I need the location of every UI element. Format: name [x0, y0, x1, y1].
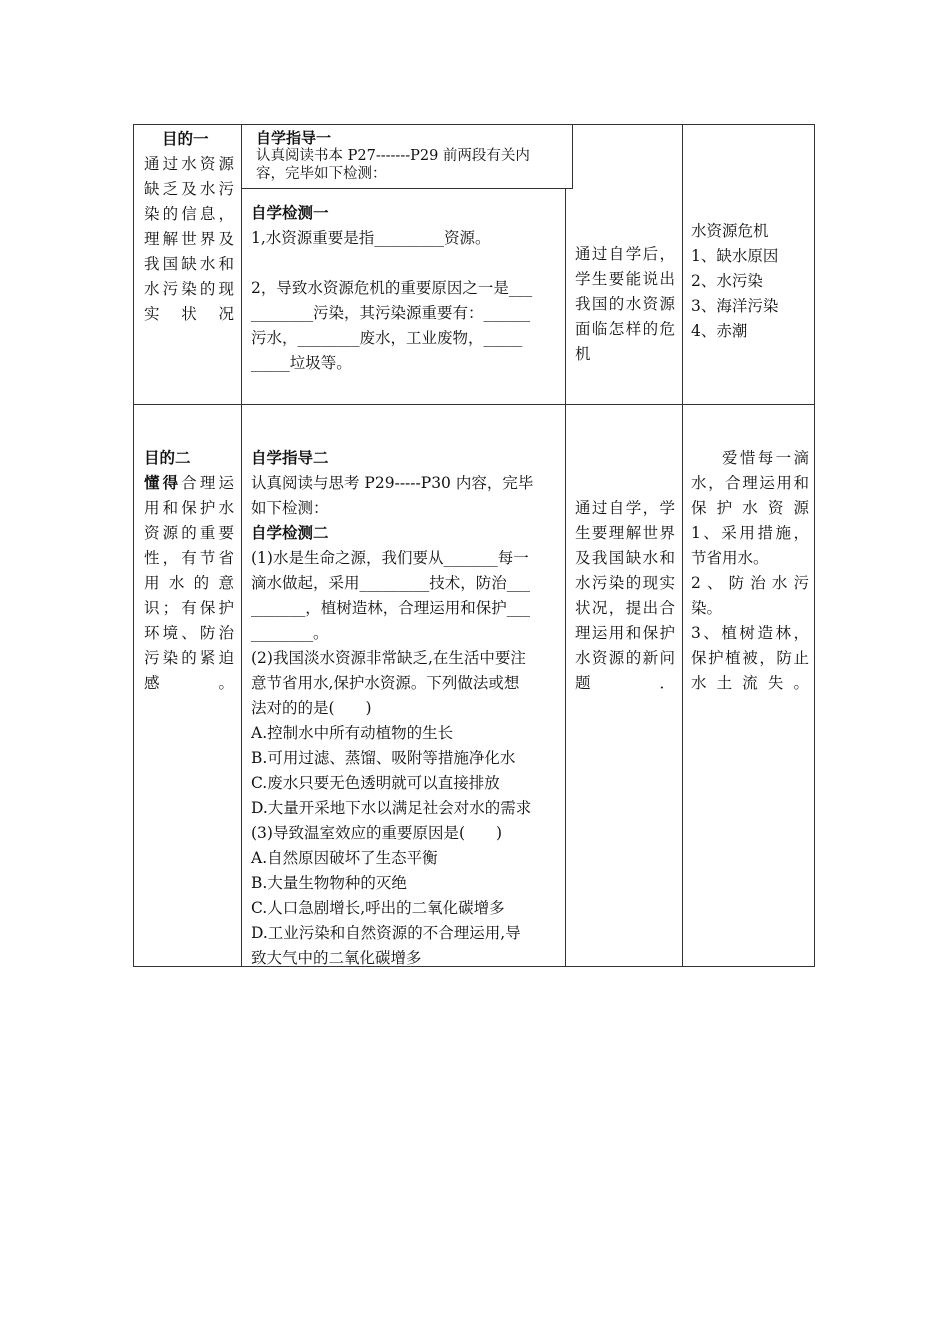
board-cell-2: [691, 446, 809, 696]
question-text: (2)我国淡水资源非常缺乏,在生活中要注: [251, 649, 526, 667]
board-item: 3、植树造林，保护植被，防止水土流失。: [691, 624, 809, 692]
column-divider: [682, 125, 683, 966]
question-text: _______，植树造林，合理运用和保护___: [251, 599, 531, 617]
question-text: ________污染，其污染源重要有：______: [251, 304, 531, 322]
check-title: 自学检测一: [251, 204, 329, 222]
column-divider: [565, 125, 566, 966]
goal-cell-1: [144, 127, 234, 327]
guide-title: 自学指导二: [251, 449, 329, 467]
guide-title: 自学指导一: [256, 129, 332, 147]
board-item: 1、采用措施，节省用水。: [691, 524, 809, 567]
option-text: D.大量开采地下水以满足社会对水的需求: [251, 799, 532, 817]
question-text: 法对的的是( ): [251, 699, 372, 717]
question-text: 污水，________废水，工业废物，_____: [251, 329, 523, 347]
row-divider: [134, 404, 814, 405]
option-text: A.自然原因破坏了生态平衡: [251, 849, 438, 867]
guide-text: 认真阅读与思考 P29-----P30 内容，完毕: [251, 474, 534, 492]
goal-title: 目的一: [162, 130, 209, 148]
question-text: (3)导致温室效应的重要原因是( ): [251, 824, 503, 842]
question-text: ________。: [251, 624, 329, 642]
check-cell-2: [251, 446, 557, 971]
goal-keyword: 懂得: [144, 474, 182, 492]
lesson-plan-table: [133, 124, 815, 967]
question-text: 2，导致水资源危机的重要原因之一是___: [251, 279, 533, 297]
option-text: D.工业污染和自然资源的不合理运用,导: [251, 924, 521, 942]
board-item: 3、海洋污染: [691, 297, 779, 315]
board-item: 4、赤潮: [691, 322, 748, 340]
goal-text: 合理运用和保护水资源的重要性，有节省用水的意识；有保护环境、防治污染的紧迫感。: [144, 474, 234, 692]
board-item: 1、缺水原因: [691, 247, 779, 265]
question-text: 滴水做起，采用_________技术，防治___: [251, 574, 531, 592]
column-divider: [241, 125, 242, 966]
goal-title: 目的二: [144, 449, 191, 467]
goal-text-block: [144, 471, 234, 696]
board-cell-1: [691, 219, 809, 344]
option-text: A.控制水中所有动植物的生长: [251, 724, 454, 742]
question-text: 意节省用水,保护水资源。下列做法或想: [251, 674, 520, 692]
board-text: 爱惜每一滴水，合理运用和保护水资源: [691, 449, 809, 517]
option-text: C.废水只要无色透明就可以直接排放: [251, 774, 500, 792]
option-text: 致大气中的二氧化碳增多: [251, 949, 422, 967]
option-text: B.可用过滤、蒸馏、吸附等措施净化水: [251, 749, 516, 767]
guide-text: 容，完毕如下检测：: [256, 166, 387, 182]
goal-cell-2: [144, 446, 234, 696]
option-text: B.大量生物物种的灭绝: [251, 874, 407, 892]
guide-text: 如下检测：: [251, 499, 329, 517]
question-text: (1)水是生命之源，我们要从_______每一: [251, 549, 529, 567]
board-title: 水资源危机: [691, 222, 769, 240]
check-cell-1: [251, 201, 557, 376]
activity-text: 通过自学，学生要理解世界及我国缺水和水污染的现实状况，提出合理运用和保护水资源的新问题．: [575, 499, 675, 692]
check-title: 自学检测二: [251, 524, 329, 542]
board-item: 2、水污染: [691, 272, 763, 290]
board-item: 2、防治水污染。: [691, 574, 809, 617]
goal-text: 通过水资源缺乏及水污染的信息，理解世界及我国缺水和水污染的现实状况: [144, 155, 234, 323]
guide-text: 认真阅读书本 P27-------P29 前两段有关内: [256, 148, 530, 164]
question-text: _____垃圾等。: [251, 354, 352, 372]
question-text: 1,水资源重要是指_________资源。: [251, 229, 491, 247]
option-text: C.人口急剧增长,呼出的二氧化碳增多: [251, 899, 505, 917]
spacer: [251, 251, 557, 276]
activity-text: 通过自学后，学生要能说出我国的水资源面临怎样的危机: [575, 245, 675, 363]
guide-box-1: [241, 125, 573, 189]
